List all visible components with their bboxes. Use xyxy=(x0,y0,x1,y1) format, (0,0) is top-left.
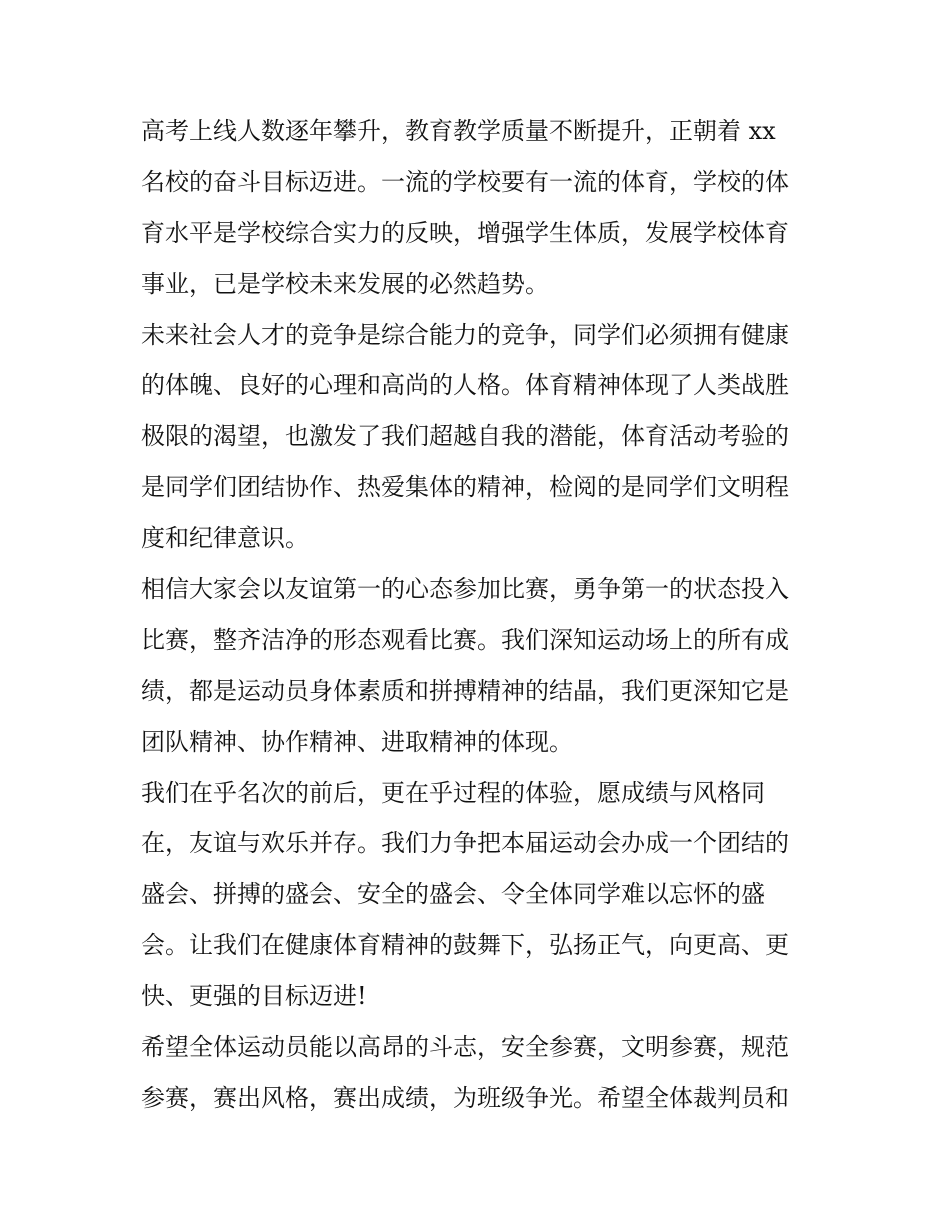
text-line: 绩，都是运动员身体素质和拼搏精神的结晶，我们更深知它是 xyxy=(141,676,789,705)
text-line: 是同学们团结协作、热爱集体的精神，检阅的是同学们文明程 xyxy=(141,473,789,502)
text-line: 度和纪律意识。 xyxy=(141,524,309,553)
text-line: 快、更强的目标迈进! xyxy=(141,982,367,1011)
text-line: 参赛，赛出风格，赛出成绩，为班级争光。希望全体裁判员和 xyxy=(141,1083,789,1112)
text-line: 名校的奋斗目标迈进。一流的学校要有一流的体育，学校的体 xyxy=(141,167,789,196)
text-line: 在，友谊与欢乐并存。我们力争把本届运动会办成一个团结的 xyxy=(141,829,789,858)
text-line: 极限的渴望，也激发了我们超越自我的潜能，体育活动考验的 xyxy=(141,422,789,451)
text-line: 高考上线人数逐年攀升，教育教学质量不断提升，正朝着 xx xyxy=(141,117,776,145)
text-line: 未来社会人才的竞争是综合能力的竞争，同学们必须拥有健康 xyxy=(141,320,789,349)
text-line: 团队精神、协作精神、进取精神的体现。 xyxy=(141,727,573,756)
text-line: 事业，已是学校未来发展的必然趋势。 xyxy=(141,269,549,298)
text-line: 的体魄、良好的心理和高尚的人格。体育精神体现了人类战胜 xyxy=(141,371,789,400)
text-line: 比赛，整齐洁净的形态观看比赛。我们深知运动场上的所有成 xyxy=(141,625,789,654)
text-line: 盛会、拼搏的盛会、安全的盛会、令全体同学难以忘怀的盛 xyxy=(141,880,765,909)
text-line: 育水平是学校综合实力的反映，增强学生体质，发展学校体育 xyxy=(141,218,789,247)
document-body-text xyxy=(141,106,821,1124)
text-line: 相信大家会以友谊第一的心态参加比赛，勇争第一的状态投入 xyxy=(141,575,789,604)
text-line: 会。让我们在健康体育精神的鼓舞下，弘扬正气，向更高、更 xyxy=(141,931,789,960)
text-line: 我们在乎名次的前后，更在乎过程的体验，愿成绩与风格同 xyxy=(141,778,765,807)
text-line: 希望全体运动员能以高昂的斗志，安全参赛，文明参赛，规范 xyxy=(141,1033,789,1062)
